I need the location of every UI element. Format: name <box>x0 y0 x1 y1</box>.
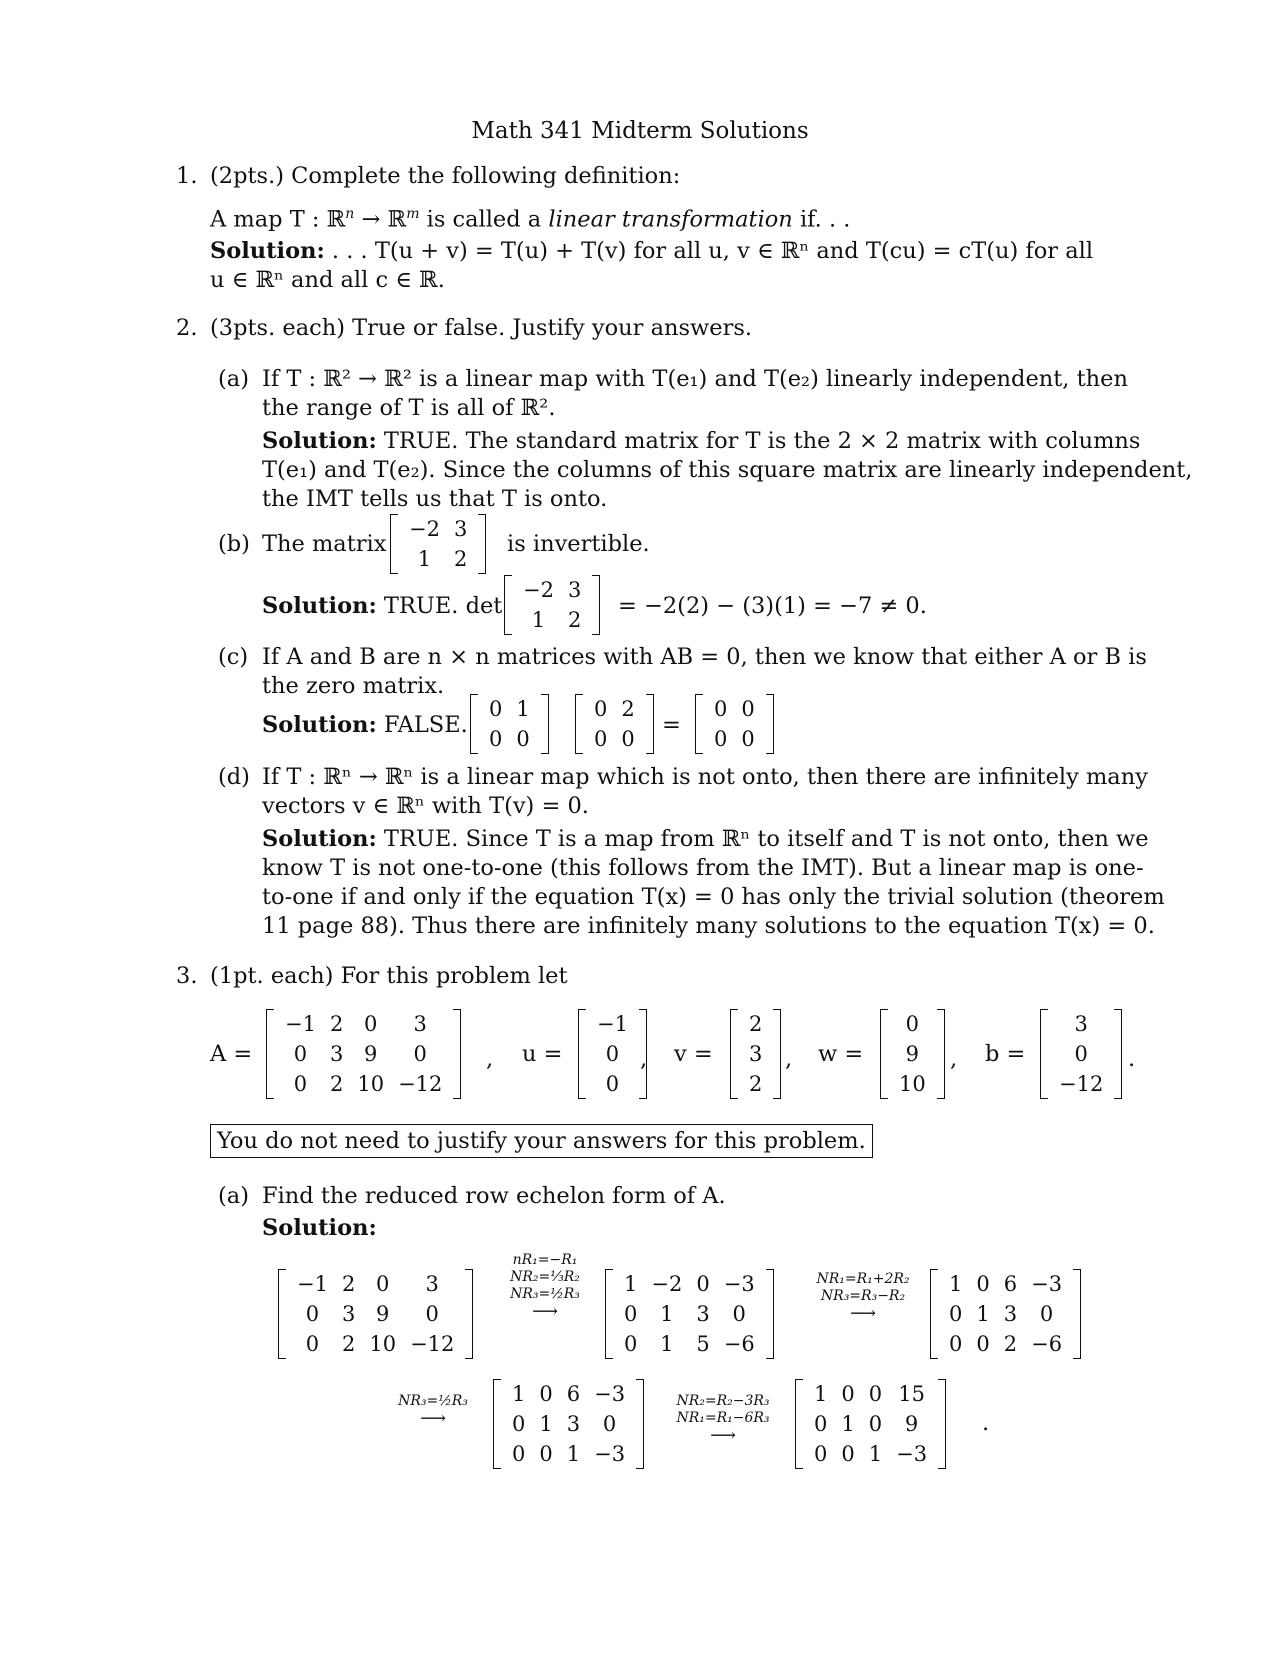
matrix-cell: 9 <box>376 1302 390 1326</box>
problem-2d-question-line2: vectors v ∈ ℝⁿ with T(v) = 0. <box>262 793 589 819</box>
problem-2c-question-line1: If A and B are n × n matrices with AB = 0, then we know that either A or B is <box>262 644 1147 670</box>
bracket-right <box>592 575 600 635</box>
problem-2-number: 2. <box>176 315 198 341</box>
problem-2c-label: (c) <box>218 644 249 670</box>
problem-2b-label: (b) <box>218 531 250 557</box>
matrix-cell: 1 <box>516 697 530 721</box>
matrix-cell: 0 <box>976 1332 990 1356</box>
matrix-cell: 0 <box>413 1042 427 1066</box>
matrix-cell: 0 <box>489 727 503 751</box>
matrix-cell: 0 <box>714 727 728 751</box>
matrix-cell: 1 <box>417 547 432 571</box>
matrix-cell: −3 <box>896 1442 928 1466</box>
matrix-cell: 15 <box>898 1382 925 1406</box>
matrix-A <box>266 1009 461 1099</box>
rref-op-4 <box>668 1393 778 1444</box>
matrix-cell: 9 <box>904 1412 919 1436</box>
row-operation: NR₁=R₁+2R₂ <box>816 1271 910 1287</box>
bracket-left <box>730 1009 738 1099</box>
matrix-cell: 1 <box>539 1412 553 1436</box>
matrix-cell: 2 <box>341 1332 356 1356</box>
comma-4: , <box>950 1046 958 1072</box>
matrix-cell: 0 <box>714 697 728 721</box>
bracket-left <box>278 1269 286 1359</box>
vector-w <box>880 1009 945 1099</box>
matrix-cell: 0 <box>364 1012 378 1036</box>
matrix-cell: 0 <box>605 1072 620 1096</box>
problem-2c-matrix-1 <box>470 694 549 754</box>
matrix-cell: 2 <box>749 1072 763 1096</box>
matrix-cell: 0 <box>741 727 755 751</box>
matrix-cell: −1 <box>597 1012 628 1036</box>
matrix-cell: 2 <box>567 608 582 632</box>
arrow-icon: ⟶ <box>710 1425 736 1446</box>
matrix-cell: 0 <box>539 1382 553 1406</box>
row-operation: nR₁=−R₁ <box>512 1252 578 1268</box>
matrix-cell: 6 <box>1003 1272 1018 1296</box>
matrix-cell: 3 <box>425 1272 439 1296</box>
matrix-cell: 1 <box>841 1412 855 1436</box>
problem-2a-solution-line2: T(e₁) and T(e₂). Since the columns of this square matrix are linearly independent, <box>262 457 1193 483</box>
period: . <box>1128 1046 1136 1072</box>
problem-1-solution-line2: u ∈ ℝⁿ and all c ∈ ℝ. <box>210 267 445 293</box>
problem-1-solution-line1: Solution: . . . T(u + v) = T(u) + T(v) for all u, v ∈ ℝⁿ and T(cu) = cT(u) for all <box>210 238 1094 264</box>
rref-op-2 <box>808 1271 918 1322</box>
matrix-cell: 1 <box>868 1442 883 1466</box>
bracket-right <box>636 1379 644 1469</box>
matrix-cell: 0 <box>293 1072 308 1096</box>
row-operation: NR₁=R₁−6R₃ <box>676 1410 770 1426</box>
bracket-left <box>578 1009 586 1099</box>
bracket-right <box>766 1269 774 1359</box>
matrix-cell: 3 <box>1003 1302 1018 1326</box>
matrix-cell: −6 <box>1031 1332 1063 1356</box>
matrix-cell: 0 <box>512 1442 526 1466</box>
matrix-cell: 0 <box>305 1302 320 1326</box>
rref-op-3 <box>388 1393 478 1427</box>
rref-op-1 <box>500 1252 590 1320</box>
matrix-cell: 3 <box>696 1302 710 1326</box>
row-operation: NR₂=⅓R₂ <box>510 1269 580 1285</box>
vector-w-label: w = <box>818 1041 864 1067</box>
matrix-cell: 3 <box>567 578 582 602</box>
matrix-cell: 0 <box>512 1412 526 1436</box>
matrix-cell: 0 <box>605 1042 620 1066</box>
bracket-right <box>1114 1009 1122 1099</box>
matrix-cell: 0 <box>602 1412 617 1436</box>
problem-3a-label: (a) <box>218 1183 249 1209</box>
matrix-cell: 1 <box>660 1332 674 1356</box>
problem-1-number: 1. <box>176 163 198 189</box>
matrix-cell: −1 <box>297 1272 328 1296</box>
matrix-cell: 0 <box>1074 1042 1088 1066</box>
matrix-cell: 5 <box>696 1332 710 1356</box>
matrix-cell: −6 <box>723 1332 755 1356</box>
matrix-cell: 0 <box>741 697 755 721</box>
vector-b <box>1040 1009 1122 1099</box>
bracket-right <box>766 694 774 754</box>
boxed-note: You do not need to justify your answers for this problem. <box>210 1124 873 1158</box>
bracket-right <box>937 1009 945 1099</box>
matrix-cell: 0 <box>594 727 608 751</box>
matrix-cell: 0 <box>516 727 530 751</box>
matrix-cell: 0 <box>425 1302 439 1326</box>
rref-step-3-matrix <box>493 1379 644 1469</box>
matrix-cell: 10 <box>369 1332 397 1356</box>
problem-2a-solution-line1: Solution: TRUE. The standard matrix for T is the 2 × 2 matrix with columns <box>262 428 1141 454</box>
problem-2a-label: (a) <box>218 366 249 392</box>
rref-step-0-matrix <box>278 1269 473 1359</box>
bracket-left <box>493 1379 501 1469</box>
matrix-cell: 1 <box>566 1442 581 1466</box>
rref-step-1-matrix <box>605 1269 774 1359</box>
problem-1-header: (2pts.) Complete the following definition: <box>210 163 681 189</box>
matrix-cell: 3 <box>453 517 468 541</box>
matrix-cell: 0 <box>621 727 635 751</box>
problem-2c-matrix-3 <box>695 694 774 754</box>
bracket-left <box>695 694 703 754</box>
matrix-cell: 9 <box>364 1042 378 1066</box>
bracket-left <box>390 514 398 574</box>
matrix-cell: 0 <box>1039 1302 1054 1326</box>
page-title: Math 341 Midterm Solutions <box>471 118 809 144</box>
vector-b-label: b = <box>985 1041 1026 1067</box>
rref-step-2-matrix <box>930 1269 1081 1359</box>
matrix-cell: 1 <box>814 1382 828 1406</box>
bracket-left <box>795 1379 803 1469</box>
matrix-cell: 0 <box>905 1012 920 1036</box>
rref-period: . <box>982 1410 990 1436</box>
bracket-left <box>605 1269 613 1359</box>
problem-2d-question-line1: If T : ℝⁿ → ℝⁿ is a linear map which is not onto, then there are infinitely many <box>262 764 1148 790</box>
bracket-right <box>465 1269 473 1359</box>
matrix-cell: 0 <box>841 1442 855 1466</box>
matrix-cell: 0 <box>539 1442 553 1466</box>
matrix-cell: 0 <box>594 697 608 721</box>
matrix-cell: 0 <box>814 1412 828 1436</box>
problem-2d-label: (d) <box>218 764 250 790</box>
matrix-cell: −3 <box>594 1382 626 1406</box>
bracket-left <box>266 1009 274 1099</box>
matrix-cell: 2 <box>621 697 635 721</box>
problem-2d-solution-line2: know T is not one-to-one (this follows from the IMT). But a linear map is one- <box>262 855 1144 881</box>
matrix-cell: 1 <box>624 1272 638 1296</box>
problem-2c-solution-pre: Solution: FALSE. <box>262 712 468 738</box>
matrix-cell: 0 <box>949 1332 963 1356</box>
bracket-right <box>453 1009 461 1099</box>
comma-2: , <box>640 1046 648 1072</box>
problem-2c-question-line2: the zero matrix. <box>262 673 445 699</box>
matrix-cell: 1 <box>949 1272 963 1296</box>
row-operation: NR₃=½R₃ <box>398 1393 468 1409</box>
problem-2d-solution-line1: Solution: TRUE. Since T is a map from ℝⁿ to itself and T is not onto, then we <box>262 826 1149 852</box>
vector-v <box>730 1009 781 1099</box>
matrix-cell: 2 <box>453 547 468 571</box>
matrix-cell: −1 <box>285 1012 316 1036</box>
matrix-cell: 0 <box>976 1272 990 1296</box>
vector-u <box>578 1009 647 1099</box>
matrix-cell: 6 <box>566 1382 581 1406</box>
bracket-left <box>1040 1009 1048 1099</box>
problem-2-header: (3pts. each) True or false. Justify your answers. <box>210 315 753 341</box>
bracket-right <box>478 514 486 574</box>
matrix-cell: 10 <box>357 1072 385 1096</box>
bracket-right <box>1073 1269 1081 1359</box>
matrix-cell: 3 <box>341 1302 356 1326</box>
matrix-cell: 0 <box>624 1332 638 1356</box>
matrix-cell: 0 <box>868 1412 883 1436</box>
matrix-cell: 0 <box>732 1302 746 1326</box>
problem-2b-solution-matrix <box>504 575 600 635</box>
problem-2b-question-post: is invertible. <box>507 531 650 557</box>
matrix-cell: −3 <box>723 1272 755 1296</box>
matrix-cell: 0 <box>868 1382 883 1406</box>
row-operation: NR₃=R₃−R₂ <box>820 1288 906 1304</box>
matrix-cell: −3 <box>1031 1272 1063 1296</box>
matrix-cell: 3 <box>1074 1012 1088 1036</box>
matrix-cell: 0 <box>814 1442 828 1466</box>
matrix-cell: 2 <box>329 1072 344 1096</box>
matrix-cell: −2 <box>409 517 440 541</box>
comma-1: , <box>486 1046 494 1072</box>
matrix-cell: −12 <box>410 1332 455 1356</box>
bracket-right <box>773 1009 781 1099</box>
arrow-icon: ⟶ <box>420 1408 446 1429</box>
matrix-cell: 3 <box>329 1042 344 1066</box>
matrix-cell: 10 <box>899 1072 926 1096</box>
matrix-cell: 9 <box>905 1042 920 1066</box>
bracket-right <box>646 694 654 754</box>
matrix-cell: 1 <box>512 1382 526 1406</box>
problem-2b-matrix <box>390 514 486 574</box>
arrow-icon: ⟶ <box>532 1301 558 1322</box>
problem-2a-question-line2: the range of T is all of ℝ². <box>262 395 556 421</box>
matrix-A-label: A = <box>210 1041 253 1067</box>
problem-1-definition: A map T : ℝ$^n$ → ℝ$^m$ is called a linear transformation if. . . <box>210 206 851 233</box>
bracket-right <box>938 1379 946 1469</box>
problem-3-header: (1pt. each) For this problem let <box>210 963 568 989</box>
matrix-cell: 0 <box>305 1332 320 1356</box>
vector-v-label: v = <box>674 1041 713 1067</box>
matrix-cell: −12 <box>398 1072 443 1096</box>
problem-2b-solution-pre: Solution: TRUE. det <box>262 593 503 619</box>
row-operation: NR₂=R₂−3R₃ <box>676 1393 770 1409</box>
matrix-cell: 2 <box>749 1012 763 1036</box>
matrix-cell: −3 <box>594 1442 626 1466</box>
matrix-cell: 3 <box>566 1412 581 1436</box>
matrix-cell: 3 <box>413 1012 427 1036</box>
bracket-left <box>575 694 583 754</box>
matrix-cell: 0 <box>624 1302 638 1326</box>
matrix-cell: 2 <box>329 1012 344 1036</box>
bracket-left <box>504 575 512 635</box>
bracket-left <box>930 1269 938 1359</box>
matrix-cell: 1 <box>531 608 546 632</box>
bracket-left <box>880 1009 888 1099</box>
problem-3-number: 3. <box>176 963 198 989</box>
matrix-cell: 0 <box>489 697 503 721</box>
problem-2d-solution-line4: 11 page 88). Thus there are infinitely many solutions to the equation T(x) = 0. <box>262 913 1155 939</box>
rref-final-matrix <box>795 1379 946 1469</box>
matrix-cell: 0 <box>376 1272 390 1296</box>
problem-3a-solution-label: Solution: <box>262 1215 377 1241</box>
problem-2c-matrix-2 <box>575 694 654 754</box>
problem-2d-solution-line3: to-one if and only if the equation T(x) = 0 has only the trivial solution (theorem <box>262 884 1165 910</box>
matrix-cell: −2 <box>523 578 554 602</box>
bracket-right <box>541 694 549 754</box>
problem-2c-equals: = <box>662 712 681 738</box>
matrix-cell: 2 <box>1003 1332 1018 1356</box>
matrix-cell: 0 <box>293 1042 308 1066</box>
arrow-icon: ⟶ <box>850 1303 876 1324</box>
matrix-cell: 0 <box>841 1382 855 1406</box>
problem-2a-solution-line3: the IMT tells us that T is onto. <box>262 486 608 512</box>
matrix-cell: −12 <box>1059 1072 1104 1096</box>
problem-2b-question-pre: The matrix <box>262 531 387 557</box>
problem-3a-question: Find the reduced row echelon form of A. <box>262 1183 726 1209</box>
row-operation: NR₃=½R₃ <box>510 1286 580 1302</box>
bracket-left <box>470 694 478 754</box>
problem-2a-question-line1: If T : ℝ² → ℝ² is a linear map with T(e₁) and T(e₂) linearly independent, then <box>262 366 1128 392</box>
comma-3: , <box>785 1046 793 1072</box>
matrix-cell: 0 <box>696 1272 710 1296</box>
matrix-cell: 0 <box>949 1302 963 1326</box>
matrix-cell: 1 <box>660 1302 674 1326</box>
vector-u-label: u = <box>522 1041 563 1067</box>
matrix-cell: 2 <box>341 1272 356 1296</box>
matrix-cell: 1 <box>976 1302 990 1326</box>
matrix-cell: −2 <box>651 1272 683 1296</box>
problem-2b-solution-post: = −2(2) − (3)(1) = −7 ≠ 0. <box>618 593 927 619</box>
matrix-cell: 3 <box>749 1042 763 1066</box>
